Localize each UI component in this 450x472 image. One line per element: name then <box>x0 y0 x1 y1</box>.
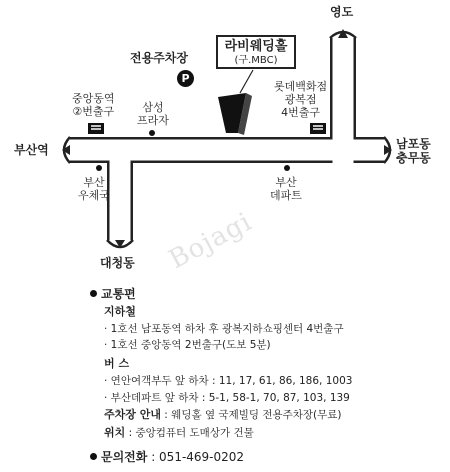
bullet-icon <box>90 290 97 297</box>
phone-info <box>90 450 244 464</box>
landmark-busan-post: 부산 우체국 <box>78 176 110 202</box>
direction-north: 영도 <box>330 5 354 19</box>
bojagi-watermark: Bojagi <box>164 206 258 276</box>
venue-building-icon <box>218 70 253 135</box>
landmark-jungang-station: 중앙동역 ②번출구 <box>72 92 115 118</box>
landmark-samsung-plaza: 삼성 프라자 <box>137 101 169 127</box>
location-info-label: 위치 <box>104 426 126 439</box>
direction-west: 부산역 <box>14 143 49 157</box>
transport-heading <box>90 287 136 301</box>
parking-info-text: : 웨딩홀 옆 국제빌딩 전용주차장(무료) <box>160 409 342 421</box>
subway-exit-icon <box>310 123 326 134</box>
venue-label <box>216 35 296 69</box>
venue-name: 라비웨딩홀 <box>224 39 288 54</box>
bullet-icon <box>90 453 97 460</box>
landmark-dot <box>149 130 155 136</box>
parking-icon: P <box>177 70 194 87</box>
parking-info-label: 주차장 안내 <box>104 408 161 421</box>
location-info-text: : 중앙컴퓨터 도매상가 건물 <box>125 427 254 439</box>
location-info <box>104 426 254 440</box>
phone-title: 문의전화 <box>101 450 148 464</box>
landmark-busan-dept: 부산 데파트 <box>270 176 302 202</box>
direction-east: 남포동 충무동 <box>396 137 431 165</box>
phone-number: : 051-469-0202 <box>147 450 245 464</box>
subway-line-2: · 1호선 중앙동역 2번출구(도보 5분) <box>104 339 271 351</box>
bus-heading: 버 스 <box>104 357 130 370</box>
subway-heading: 지하철 <box>104 305 136 318</box>
landmark-dot <box>284 165 290 171</box>
landmark-dot <box>96 165 102 171</box>
venue-subtitle: (구.MBC) <box>234 55 278 66</box>
transport-title: 교통편 <box>101 287 136 301</box>
bus-line-1: · 연안여객부두 앞 하차 : 11, 17, 61, 86, 186, 1003 <box>104 375 353 387</box>
parking-label: 전용주차장 <box>130 51 188 65</box>
subway-line-1: · 1호선 남포동역 하차 후 광복지하쇼핑센터 4번출구 <box>104 323 344 335</box>
parking-info <box>104 408 342 422</box>
bus-line-2: · 부산데파트 앞 하차 : 5-1, 58-1, 70, 87, 103, 139 <box>104 392 350 404</box>
subway-exit-icon <box>88 123 104 134</box>
direction-south: 대청동 <box>100 256 135 270</box>
landmark-lotte-dept: 롯데백화점 광복점 4번출구 <box>274 80 328 119</box>
